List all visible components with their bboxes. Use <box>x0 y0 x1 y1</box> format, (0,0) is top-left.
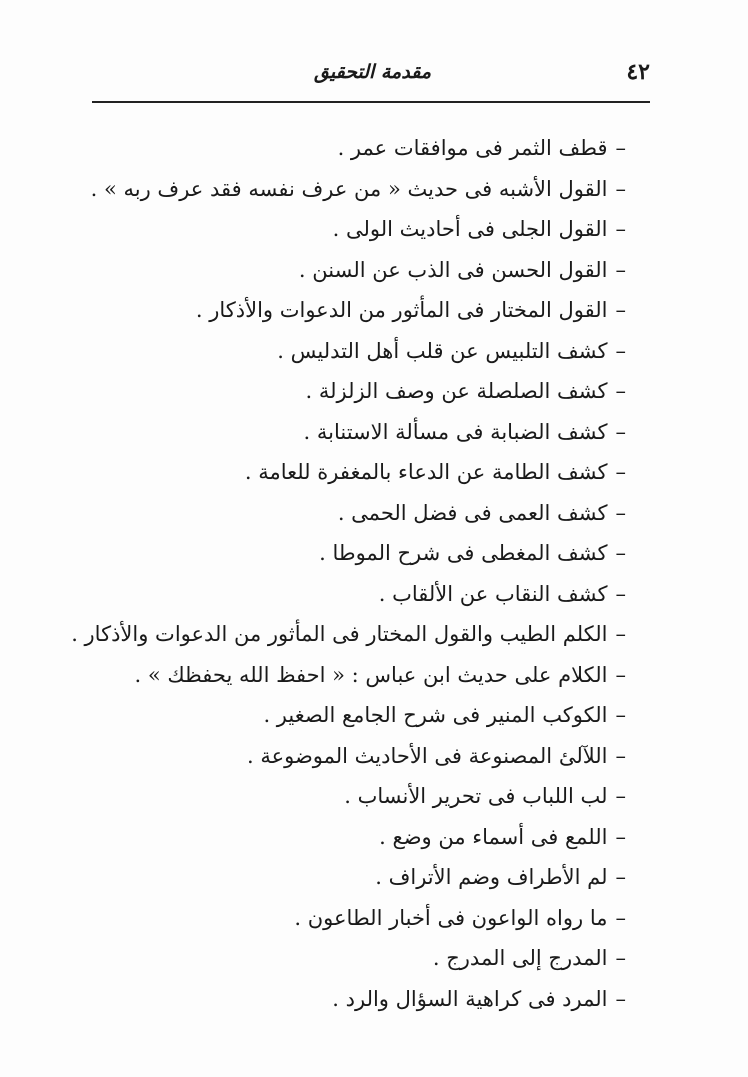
list-item <box>66 614 626 655</box>
dash-marker: – <box>615 136 626 160</box>
dash-marker: – <box>615 784 626 808</box>
dash-marker: – <box>615 419 626 444</box>
entry-text: القول الأشبه فى حديث « من عرف نفسه فقد عرف ربه » . <box>90 176 608 201</box>
list-item <box>66 331 626 372</box>
dash-marker: – <box>615 460 626 484</box>
list-item <box>66 533 626 574</box>
dash-marker: – <box>615 865 626 889</box>
dash-marker: – <box>615 257 626 282</box>
dash-marker: – <box>615 176 626 201</box>
entry-text: كشف النقاب عن الألقاب . <box>378 581 608 606</box>
entry-text: القول الحسن فى الذب عن السنن . <box>298 257 608 282</box>
header-rule <box>92 101 650 103</box>
entry-text: الكلم الطيب والقول المختار فى المأثور من الدعوات والأذكار . <box>71 622 608 646</box>
dash-marker: – <box>615 338 626 363</box>
entry-text: اللمع فى أسماء من وضع . <box>379 824 608 849</box>
dash-marker: – <box>615 622 626 646</box>
entry-text: كشف العمى فى فضل الحمى . <box>337 500 608 525</box>
entry-text: اللآلئ المصنوعة فى الأحاديث الموضوعة . <box>246 743 608 768</box>
dash-marker: – <box>615 379 626 403</box>
entry-text: كشف الضبابة فى مسألة الاستنابة . <box>303 419 608 444</box>
dash-marker: – <box>615 743 626 768</box>
entry-text: كشف المغطى فى شرح الموطا . <box>319 541 608 565</box>
list-item <box>66 209 626 250</box>
list-item <box>66 817 626 858</box>
entry-text: لم الأطراف وضم الأتراف . <box>375 865 608 889</box>
entry-text: كشف الطامة عن الدعاء بالمغفرة للعامة . <box>244 460 608 484</box>
entry-text: كشف التلبيس عن قلب أهل التدليس . <box>277 338 608 363</box>
page-header <box>95 55 650 101</box>
list-item <box>66 290 626 331</box>
entry-text: الكلام على حديث ابن عباس : « احفظ الله يحفظك » . <box>134 662 608 687</box>
list-item <box>66 695 626 736</box>
list-item <box>66 979 626 1020</box>
dash-marker: – <box>615 581 626 606</box>
list-item <box>66 857 626 898</box>
entry-text: قطف الثمر فى موافقات عمر . <box>337 136 608 160</box>
entry-text: القول المختار فى المأثور من الدعوات والأذكار . <box>195 298 608 322</box>
list-item <box>66 655 626 696</box>
list-item <box>66 898 626 939</box>
dash-marker: – <box>615 217 626 241</box>
list-item <box>66 938 626 979</box>
dash-marker: – <box>615 500 626 525</box>
dash-marker: – <box>615 541 626 565</box>
list-item <box>66 412 626 453</box>
dash-marker: – <box>615 986 626 1011</box>
list-item <box>66 128 626 169</box>
entry-text: ما رواه الواعون فى أخبار الطاعون . <box>294 905 608 930</box>
title-list <box>66 128 626 1019</box>
page-number: ٤٢ <box>626 59 650 85</box>
list-item <box>66 776 626 817</box>
dash-marker: – <box>615 662 626 687</box>
dash-marker: – <box>615 703 626 727</box>
list-item <box>66 371 626 412</box>
entry-text: لب اللباب فى تحرير الأنساب . <box>344 784 608 808</box>
list-item <box>66 250 626 291</box>
dash-marker: – <box>615 905 626 930</box>
dash-marker: – <box>615 824 626 849</box>
entry-text: الكوكب المنير فى شرح الجامع الصغير . <box>263 703 608 727</box>
list-item <box>66 493 626 534</box>
list-item <box>66 574 626 615</box>
dash-marker: – <box>615 298 626 322</box>
list-item <box>66 736 626 777</box>
entry-text: القول الجلى فى أحاديث الولى . <box>332 217 608 241</box>
list-item <box>66 169 626 210</box>
running-title: مقدمة التحقيق <box>314 61 431 83</box>
list-item <box>66 452 626 493</box>
entry-text: المدرج إلى المدرج . <box>432 946 608 970</box>
entry-text: كشف الصلصلة عن وصف الزلزلة . <box>305 379 608 403</box>
dash-marker: – <box>615 946 626 970</box>
entry-text: المرد فى كراهية السؤال والرد . <box>332 986 608 1011</box>
